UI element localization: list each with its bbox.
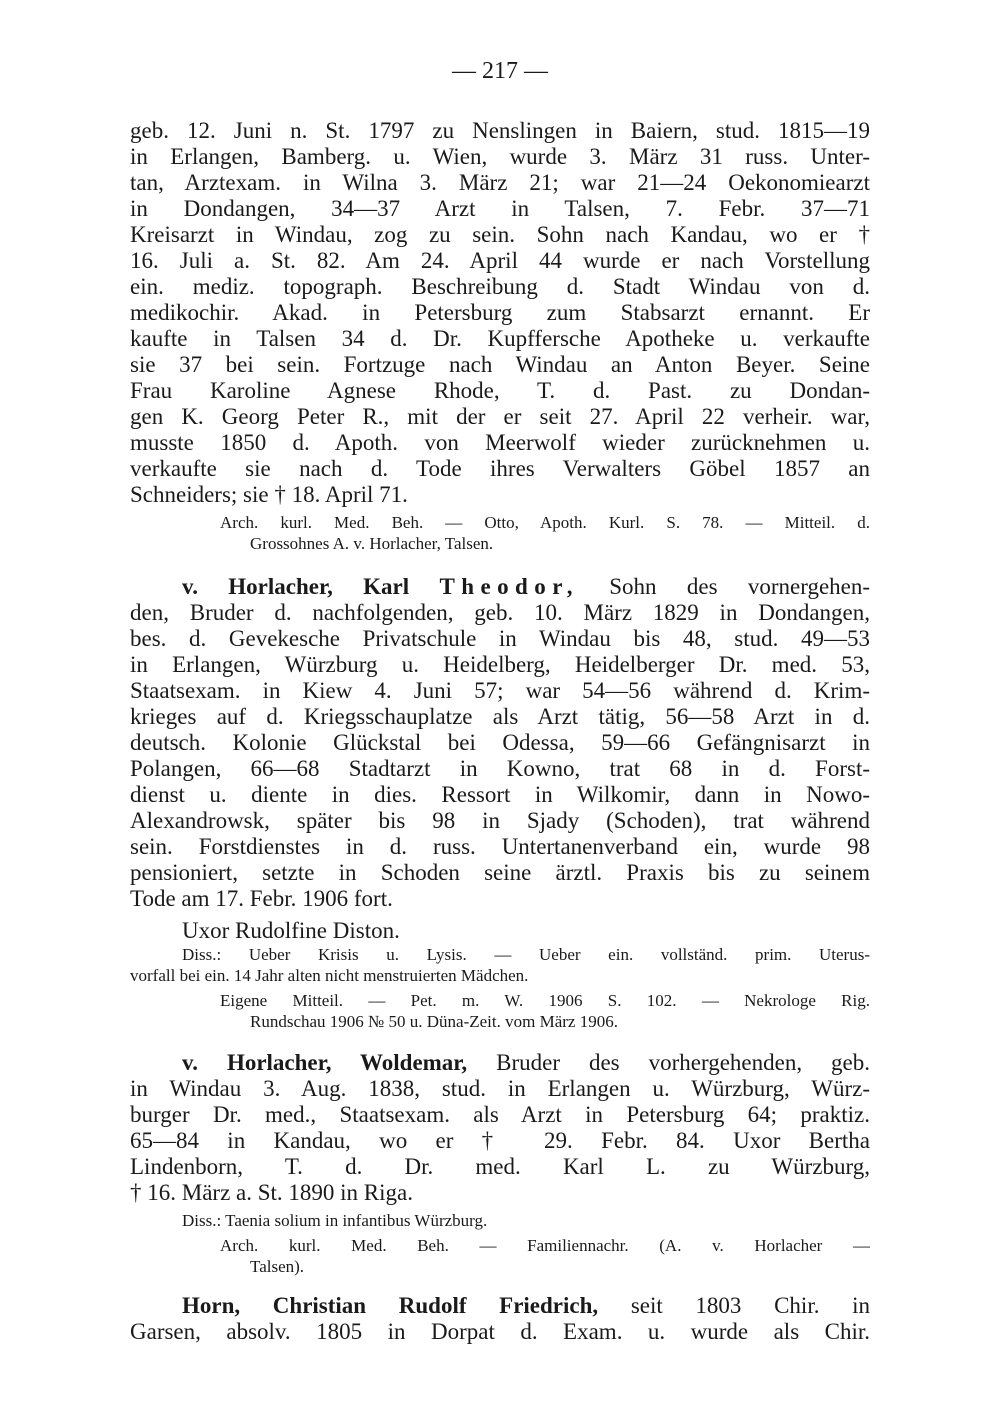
text-line: krieges auf d. Kriegsschauplatze als Arzt tätig, 56—58 Arzt in d.	[130, 704, 870, 729]
text-line: in Erlangen, Würzburg u. Heidelberg, Heidelberger Dr. med. 53,	[130, 652, 870, 677]
page-number: — 217 —	[452, 58, 548, 84]
entry-name: v. Horlacher, Karl	[182, 574, 410, 599]
source-line: Eigene Mitteil. — Pet. m. W. 1906 S. 102. — Nekrologe Rig.	[220, 991, 870, 1010]
entry-continuation	[130, 118, 870, 508]
entry-name-spaced: Theodor,	[439, 574, 579, 599]
text-line: in Windau 3. Aug. 1838, stud. in Erlangen u. Würzburg, Würz-	[130, 1076, 870, 1101]
entry1-sources	[130, 512, 870, 554]
text-line: Polangen, 66—68 Stadtarzt in Kowno, trat 68 in d. Forst-	[130, 756, 870, 781]
source-line: Arch. kurl. Med. Beh. — Otto, Apoth. Kurl. S. 78. — Mitteil. d.	[220, 513, 870, 532]
entry3-notes	[130, 1210, 870, 1277]
text-line: † 16. März a. St. 1890 in Riga.	[130, 1180, 413, 1205]
diss-line: Diss.: Ueber Krisis u. Lysis. — Ueber ein. vollständ. prim. Uterus-	[182, 945, 870, 964]
entry-name: v. Horlacher, Woldemar,	[182, 1050, 468, 1075]
text-line: gen K. Georg Peter R., mit der er seit 27. April 22 verheir. war,	[130, 404, 870, 429]
text-line: Staatsexam. in Kiew 4. Juni 57; war 54—56 während d. Krim-	[130, 678, 870, 703]
text-line: sein. Forstdienstes in d. russ. Untertanenverband ein, wurde 98	[130, 834, 870, 859]
entry-heading-rest: Sohn des vornergehen-	[609, 574, 871, 599]
text-line: geb. 12. Juni n. St. 1797 zu Nenslingen in Baiern, stud. 1815—19	[130, 118, 870, 143]
source-line: Grossohnes A. v. Horlacher, Talsen.	[250, 534, 494, 553]
text-line: verkaufte sie nach d. Tode ihres Verwalters Göbel 1857 an	[130, 456, 870, 481]
source-line: Talsen).	[250, 1257, 305, 1276]
text-line: burger Dr. med., Staatsexam. als Arzt in Petersburg 64; praktiz.	[130, 1102, 870, 1127]
text-line: 65—84 in Kandau, wo er † 29. Febr. 84. Uxor Bertha	[130, 1128, 870, 1153]
entry-heading-rest: seit 1803 Chir. in	[630, 1293, 871, 1318]
entry-woldemar	[130, 1050, 870, 1206]
diss-line: vorfall bei ein. 14 Jahr alten nicht menstruierten Mädchen.	[130, 966, 529, 985]
uxor-line: Uxor Rudolfine Diston.	[182, 918, 400, 943]
text-line: musste 1850 d. Apoth. von Meerwolf wieder zurücknehmen u.	[130, 430, 870, 455]
text-line: Tode am 17. Febr. 1906 fort.	[130, 886, 393, 911]
text-line: kaufte in Talsen 34 d. Dr. Kupffersche Apotheke u. verkaufte	[130, 326, 870, 351]
diss-line: Diss.: Taenia solium in infantibus Würzburg.	[182, 1211, 488, 1230]
text-line: pensioniert, setzte in Schoden seine ärztl. Praxis bis zu seinem	[130, 860, 870, 885]
text-line: bes. d. Gevekesche Privatschule in Windau bis 48, stud. 49—53	[130, 626, 870, 651]
entry-heading-rest: Bruder des vorhergehenden, geb.	[496, 1050, 870, 1075]
entry-karl-theodor	[130, 574, 870, 944]
text-line: Lindenborn, T. d. Dr. med. Karl L. zu Würzburg,	[130, 1154, 870, 1179]
text-line: ein. mediz. topograph. Beschreibung d. Stadt Windau von d.	[130, 274, 870, 299]
text-line: Schneiders; sie † 18. April 71.	[130, 482, 408, 507]
text-line: in Dondangen, 34—37 Arzt in Talsen, 7. Febr. 37—71	[130, 196, 870, 221]
entry-heading-line	[130, 574, 870, 600]
source-line: Arch. kurl. Med. Beh. — Familiennachr. (A. v. Horlacher —	[220, 1236, 870, 1255]
text-line: dienst u. diente in dies. Ressort in Wilkomir, dann in Nowo-	[130, 782, 870, 807]
text-line: Frau Karoline Agnese Rhode, T. d. Past. zu Dondan-	[130, 378, 870, 403]
text-line: den, Bruder d. nachfolgenden, geb. 10. März 1829 in Dondangen,	[130, 600, 870, 625]
text-line: medikochir. Akad. in Petersburg zum Stabsarzt ernannt. Er	[130, 300, 870, 325]
entry-heading-line	[130, 1050, 870, 1076]
entry2-notes	[130, 944, 870, 1032]
text-line: 16. Juli a. St. 82. Am 24. April 44 wurde er nach Vorstellung	[130, 248, 870, 273]
text-line: in Erlangen, Bamberg. u. Wien, wurde 3. März 31 russ. Unter-	[130, 144, 870, 169]
text-line: Alexandrowsk, später bis 98 in Sjady (Schoden), trat während	[130, 808, 870, 833]
entry-name: Horn, Christian Rudolf Friedrich,	[182, 1293, 599, 1318]
entry-horn	[130, 1293, 870, 1345]
text-line: Garsen, absolv. 1805 in Dorpat d. Exam. u. wurde als Chir.	[130, 1319, 870, 1344]
text-line: deutsch. Kolonie Glückstal bei Odessa, 59—66 Gefängnisarzt in	[130, 730, 870, 755]
text-line: Kreisarzt in Windau, zog zu sein. Sohn nach Kandau, wo er †	[130, 222, 870, 247]
text-line: tan, Arztexam. in Wilna 3. März 21; war 21—24 Oekonomiearzt	[130, 170, 870, 195]
source-line: Rundschau 1906 № 50 u. Düna-Zeit. vom März 1906.	[250, 1012, 618, 1031]
entry-heading-line	[130, 1293, 870, 1319]
text-line: sie 37 bei sein. Fortzuge nach Windau an Anton Beyer. Seine	[130, 352, 870, 377]
